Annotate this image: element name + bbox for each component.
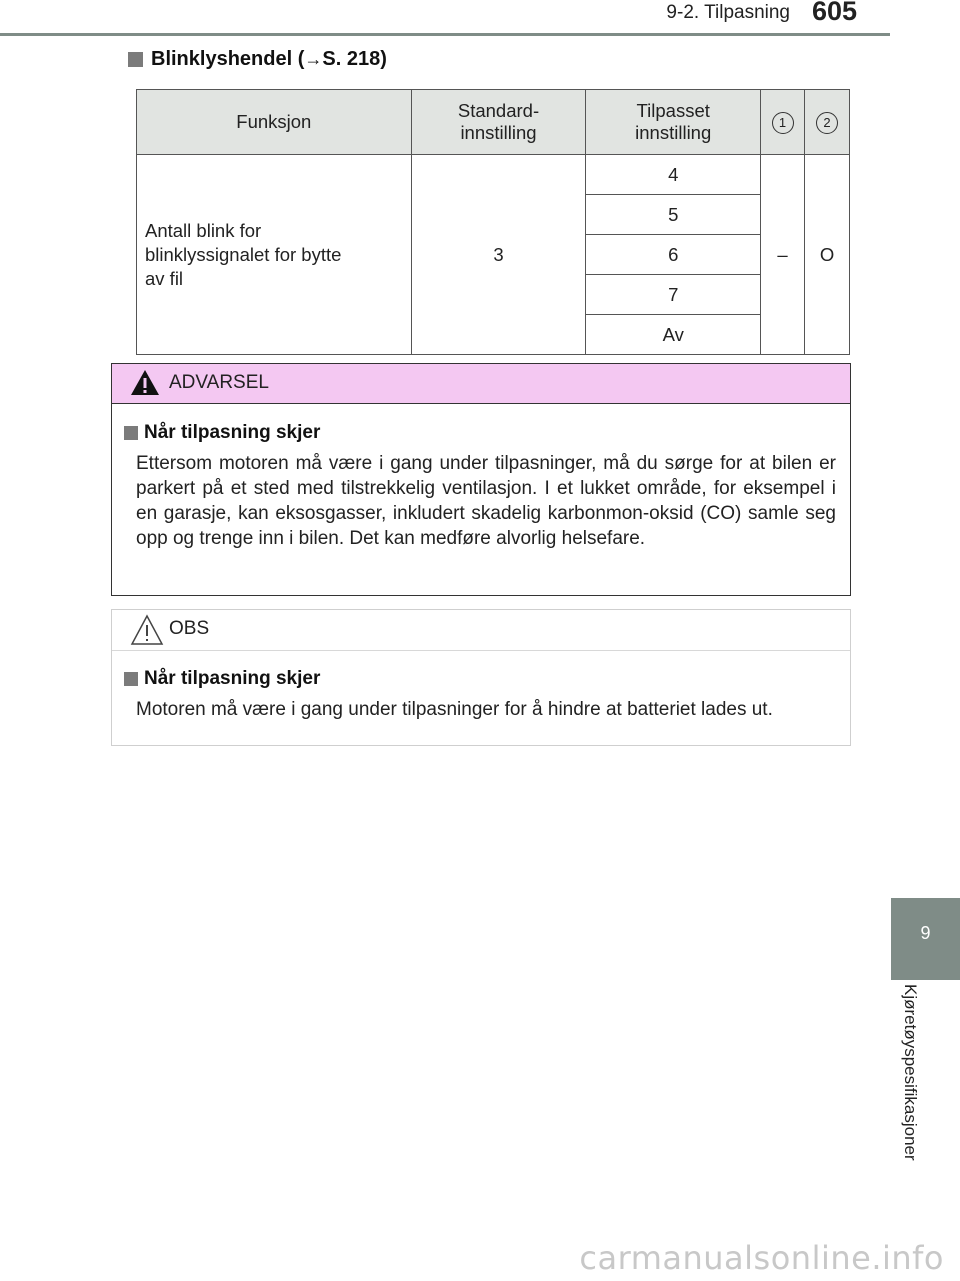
header-default-text: Standard- innstilling [457, 100, 540, 143]
warning-text: Ettersom motoren må være i gang under tilpasninger, må du sørge for at bilen er parkert på et sted med tilstrekkelig ventilasjon. I et lukket område, for eksempel i en garasje, kan eksosgasser, inkludert skadelig karbonmon-oksid (CO) samle seg opp og trenge inn i bilen. Det kan medføre alvorlig helsefare. [136, 453, 836, 549]
header-custom [586, 90, 761, 155]
header-divider [0, 33, 890, 36]
notice-subtitle [124, 668, 320, 690]
function-text: Antall blink for blinklyssignalet for bytte av fil [145, 219, 342, 289]
table-header-row [137, 90, 850, 155]
table-row [137, 155, 850, 195]
col2-cell: O [805, 155, 850, 355]
default-cell: 3 [411, 155, 586, 355]
col1-cell: – [761, 155, 805, 355]
circled-number-1: 1 [772, 112, 794, 134]
warning-icon [130, 368, 160, 396]
notice-label: OBS [169, 618, 210, 639]
page-number: 605 [812, 0, 858, 26]
section-label: 9-2. Tilpasning [666, 2, 790, 23]
notice-text: Motoren må være i gang under tilpasninger for å hindre at batteriet lades ut. [136, 699, 773, 720]
watermark: carmanualsonline.info [579, 1239, 944, 1277]
notice-header [112, 610, 850, 651]
warning-header [112, 364, 850, 404]
caution-icon [130, 614, 164, 646]
function-cell [137, 155, 412, 355]
section-heading [128, 48, 387, 71]
warning-box [111, 363, 851, 596]
warning-label: ADVARSEL [169, 372, 269, 393]
header-custom-text: Tilpasset innstilling [635, 100, 712, 143]
option-cell: 4 [586, 155, 761, 195]
option-cell: 7 [586, 275, 761, 315]
header-function: Funksjon [137, 90, 412, 155]
warning-subtitle [124, 422, 320, 444]
arrow-icon: → [304, 49, 323, 69]
option-cell: Av [586, 315, 761, 355]
notice-subtitle-text: Når tilpasning skjer [144, 668, 321, 689]
option-cell: 5 [586, 195, 761, 235]
header-default [411, 90, 586, 155]
option-cell: 6 [586, 235, 761, 275]
notice-box [111, 609, 851, 746]
settings-table [136, 89, 850, 355]
chapter-tab-label: Kjøretøyspesifikasjoner [901, 984, 920, 1161]
square-bullet-icon [124, 672, 138, 686]
chapter-tab-number: 9 [891, 898, 960, 980]
warning-subtitle-text: Når tilpasning skjer [144, 422, 321, 443]
header-col2 [805, 90, 850, 155]
header-col1 [761, 90, 805, 155]
square-bullet-icon [124, 426, 138, 440]
section-heading-text: Blinklyshendel ( [151, 48, 305, 70]
circled-number-2: 2 [816, 112, 838, 134]
page-reference-link[interactable]: S. 218) [322, 48, 387, 70]
square-bullet-icon [128, 52, 143, 67]
